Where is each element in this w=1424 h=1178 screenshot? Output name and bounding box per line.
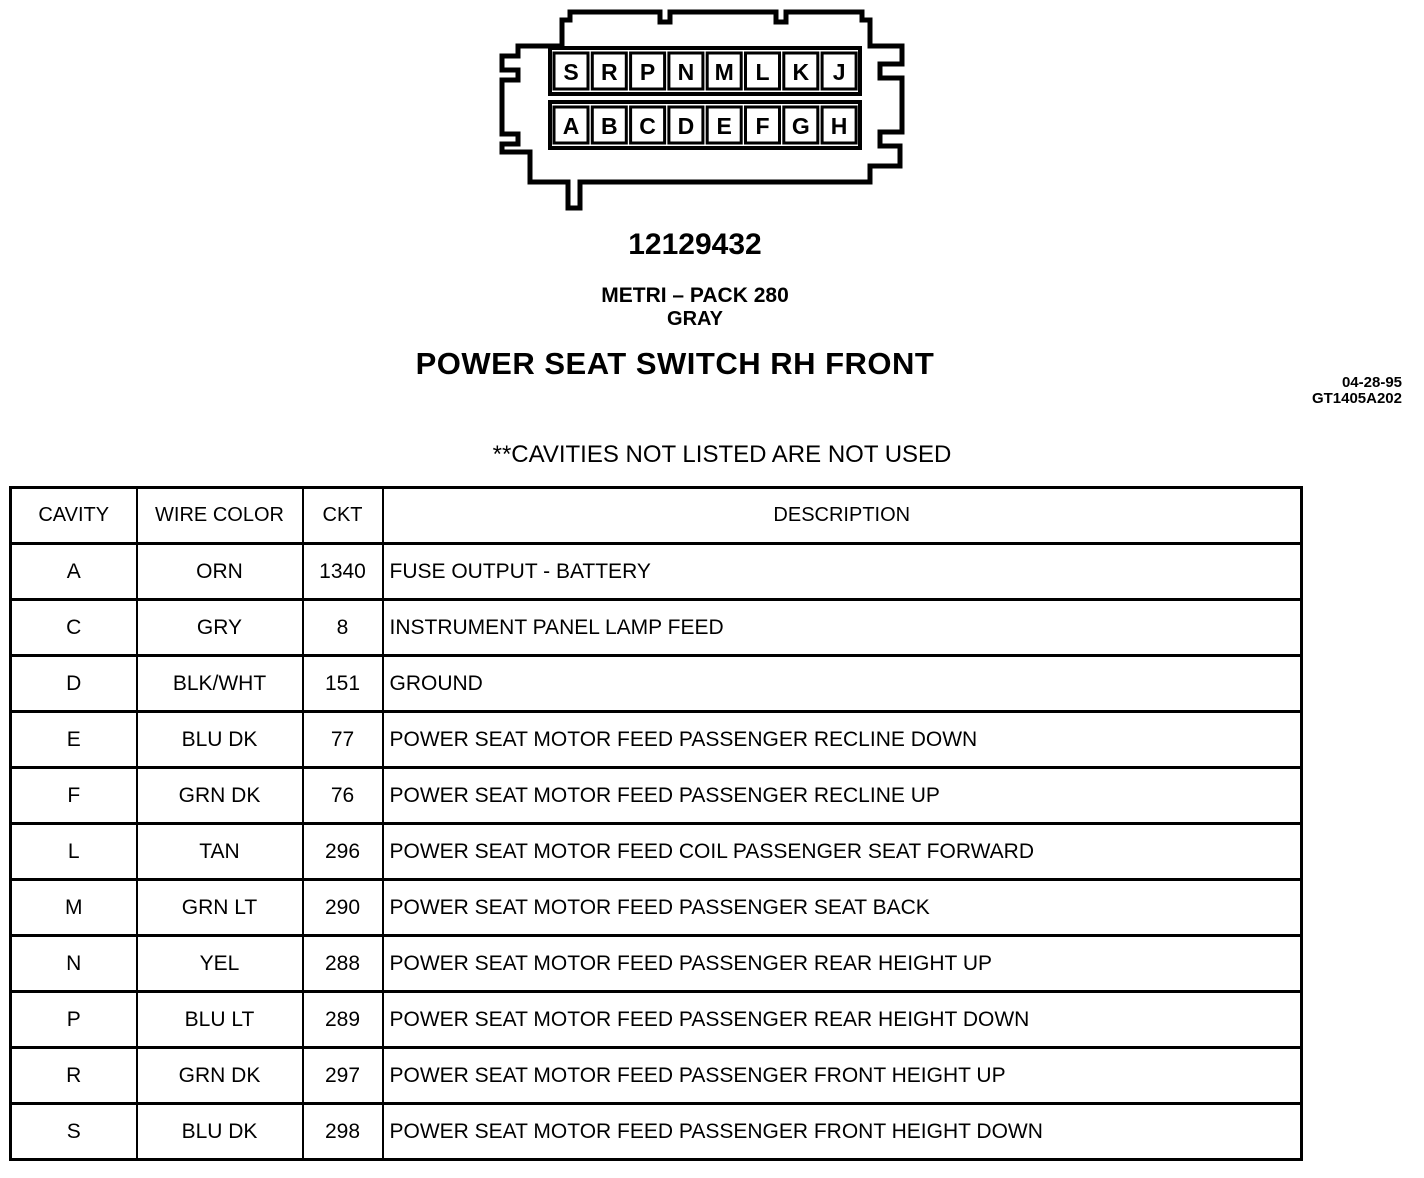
connector-series: METRI – PACK 280: [601, 284, 789, 307]
reference-date: 04-28-95: [1341, 374, 1402, 391]
cavity-table: [9, 486, 1303, 1161]
cavity-cell: C: [11, 600, 137, 656]
wire-color-cell: BLU DK: [137, 712, 303, 768]
ckt-cell: 288: [303, 936, 383, 992]
description-cell: POWER SEAT MOTOR FEED PASSENGER REAR HEIGHT DOWN: [383, 992, 1302, 1048]
connector-color: GRAY: [667, 308, 723, 330]
ckt-cell: 1340: [303, 544, 383, 600]
ckt-cell: 290: [303, 880, 383, 936]
cavity-cell: P: [11, 992, 137, 1048]
table-row: [11, 1104, 1302, 1160]
description-cell: POWER SEAT MOTOR FEED COIL PASSENGER SEAT FORWARD: [383, 824, 1302, 880]
cavity-cell: D: [11, 656, 137, 712]
table-row: [11, 712, 1302, 768]
top-pin-label: S: [563, 59, 579, 85]
wire-color-cell: BLU LT: [137, 992, 303, 1048]
ckt-cell: 151: [303, 656, 383, 712]
reference-code: [1312, 375, 1402, 407]
cavity-cell: R: [11, 1048, 137, 1104]
top-pin-label: N: [677, 59, 695, 85]
bottom-pin-label: F: [755, 113, 770, 139]
cavity-cell: A: [11, 544, 137, 600]
table-row: [11, 600, 1302, 656]
bottom-pin-label: D: [677, 113, 695, 139]
header-description: DESCRIPTION: [383, 488, 1302, 544]
table-row: [11, 880, 1302, 936]
top-pin-label: P: [639, 59, 656, 85]
cavity-cell: E: [11, 712, 137, 768]
bottom-pin-label: H: [830, 113, 848, 139]
table-header-row: [11, 488, 1302, 544]
ckt-cell: 289: [303, 992, 383, 1048]
ckt-cell: 296: [303, 824, 383, 880]
header-ckt: CKT: [303, 488, 383, 544]
table-row: [11, 1048, 1302, 1104]
wire-color-cell: GRN LT: [137, 880, 303, 936]
wire-color-cell: ORN: [137, 544, 303, 600]
bottom-pin-label: C: [639, 113, 656, 139]
table-row: [11, 544, 1302, 600]
description-cell: POWER SEAT MOTOR FEED PASSENGER REAR HEIGHT UP: [383, 936, 1302, 992]
description-cell: POWER SEAT MOTOR FEED PASSENGER FRONT HEIGHT DOWN: [383, 1104, 1302, 1160]
bottom-pin-label: G: [791, 113, 810, 139]
cavity-cell: F: [11, 768, 137, 824]
top-pin-label: M: [714, 59, 734, 85]
description-cell: POWER SEAT MOTOR FEED PASSENGER SEAT BACK: [383, 880, 1302, 936]
table-row: [11, 936, 1302, 992]
top-pin-label: L: [755, 59, 770, 85]
wire-color-cell: GRN DK: [137, 1048, 303, 1104]
wire-color-cell: BLK/WHT: [137, 656, 303, 712]
bottom-pin-label: A: [562, 113, 580, 139]
cavity-cell: N: [11, 936, 137, 992]
description-cell: GROUND: [383, 656, 1302, 712]
wire-color-cell: GRY: [137, 600, 303, 656]
description-cell: POWER SEAT MOTOR FEED PASSENGER FRONT HEIGHT UP: [383, 1048, 1302, 1104]
wire-color-cell: TAN: [137, 824, 303, 880]
ckt-cell: 76: [303, 768, 383, 824]
wire-color-cell: YEL: [137, 936, 303, 992]
description-cell: INSTRUMENT PANEL LAMP FEED: [383, 600, 1302, 656]
table-row: [11, 656, 1302, 712]
cavity-cell: L: [11, 824, 137, 880]
connector-diagram: [490, 0, 920, 220]
top-pin-label: J: [832, 59, 846, 85]
ckt-cell: 298: [303, 1104, 383, 1160]
reference-drawing-code: GT1405A202: [1311, 390, 1402, 407]
unused-cavities-note: **CAVITIES NOT LISTED ARE NOT USED: [492, 441, 952, 468]
cavity-cell: S: [11, 1104, 137, 1160]
bottom-pin-label: E: [716, 113, 732, 139]
ckt-cell: 297: [303, 1048, 383, 1104]
ckt-cell: 8: [303, 600, 383, 656]
cavity-cell: M: [11, 880, 137, 936]
bottom-pin-row-frame: [550, 102, 860, 148]
top-pin-label: K: [792, 59, 810, 85]
description-cell: FUSE OUTPUT - BATTERY: [383, 544, 1302, 600]
ckt-cell: 77: [303, 712, 383, 768]
description-cell: POWER SEAT MOTOR FEED PASSENGER RECLINE UP: [383, 768, 1302, 824]
connector-part-number: 12129432: [628, 228, 762, 261]
top-pin-row-frame: [550, 48, 860, 94]
page-title: POWER SEAT SWITCH RH FRONT: [415, 346, 935, 381]
top-pin-label: R: [600, 59, 618, 85]
table-row: [11, 992, 1302, 1048]
bottom-pin-label: B: [600, 113, 618, 139]
table-row: [11, 768, 1302, 824]
description-cell: POWER SEAT MOTOR FEED PASSENGER RECLINE DOWN: [383, 712, 1302, 768]
wire-color-cell: BLU DK: [137, 1104, 303, 1160]
header-wire-color: WIRE COLOR: [137, 488, 303, 544]
table-row: [11, 824, 1302, 880]
wire-color-cell: GRN DK: [137, 768, 303, 824]
header-cavity: CAVITY: [11, 488, 137, 544]
